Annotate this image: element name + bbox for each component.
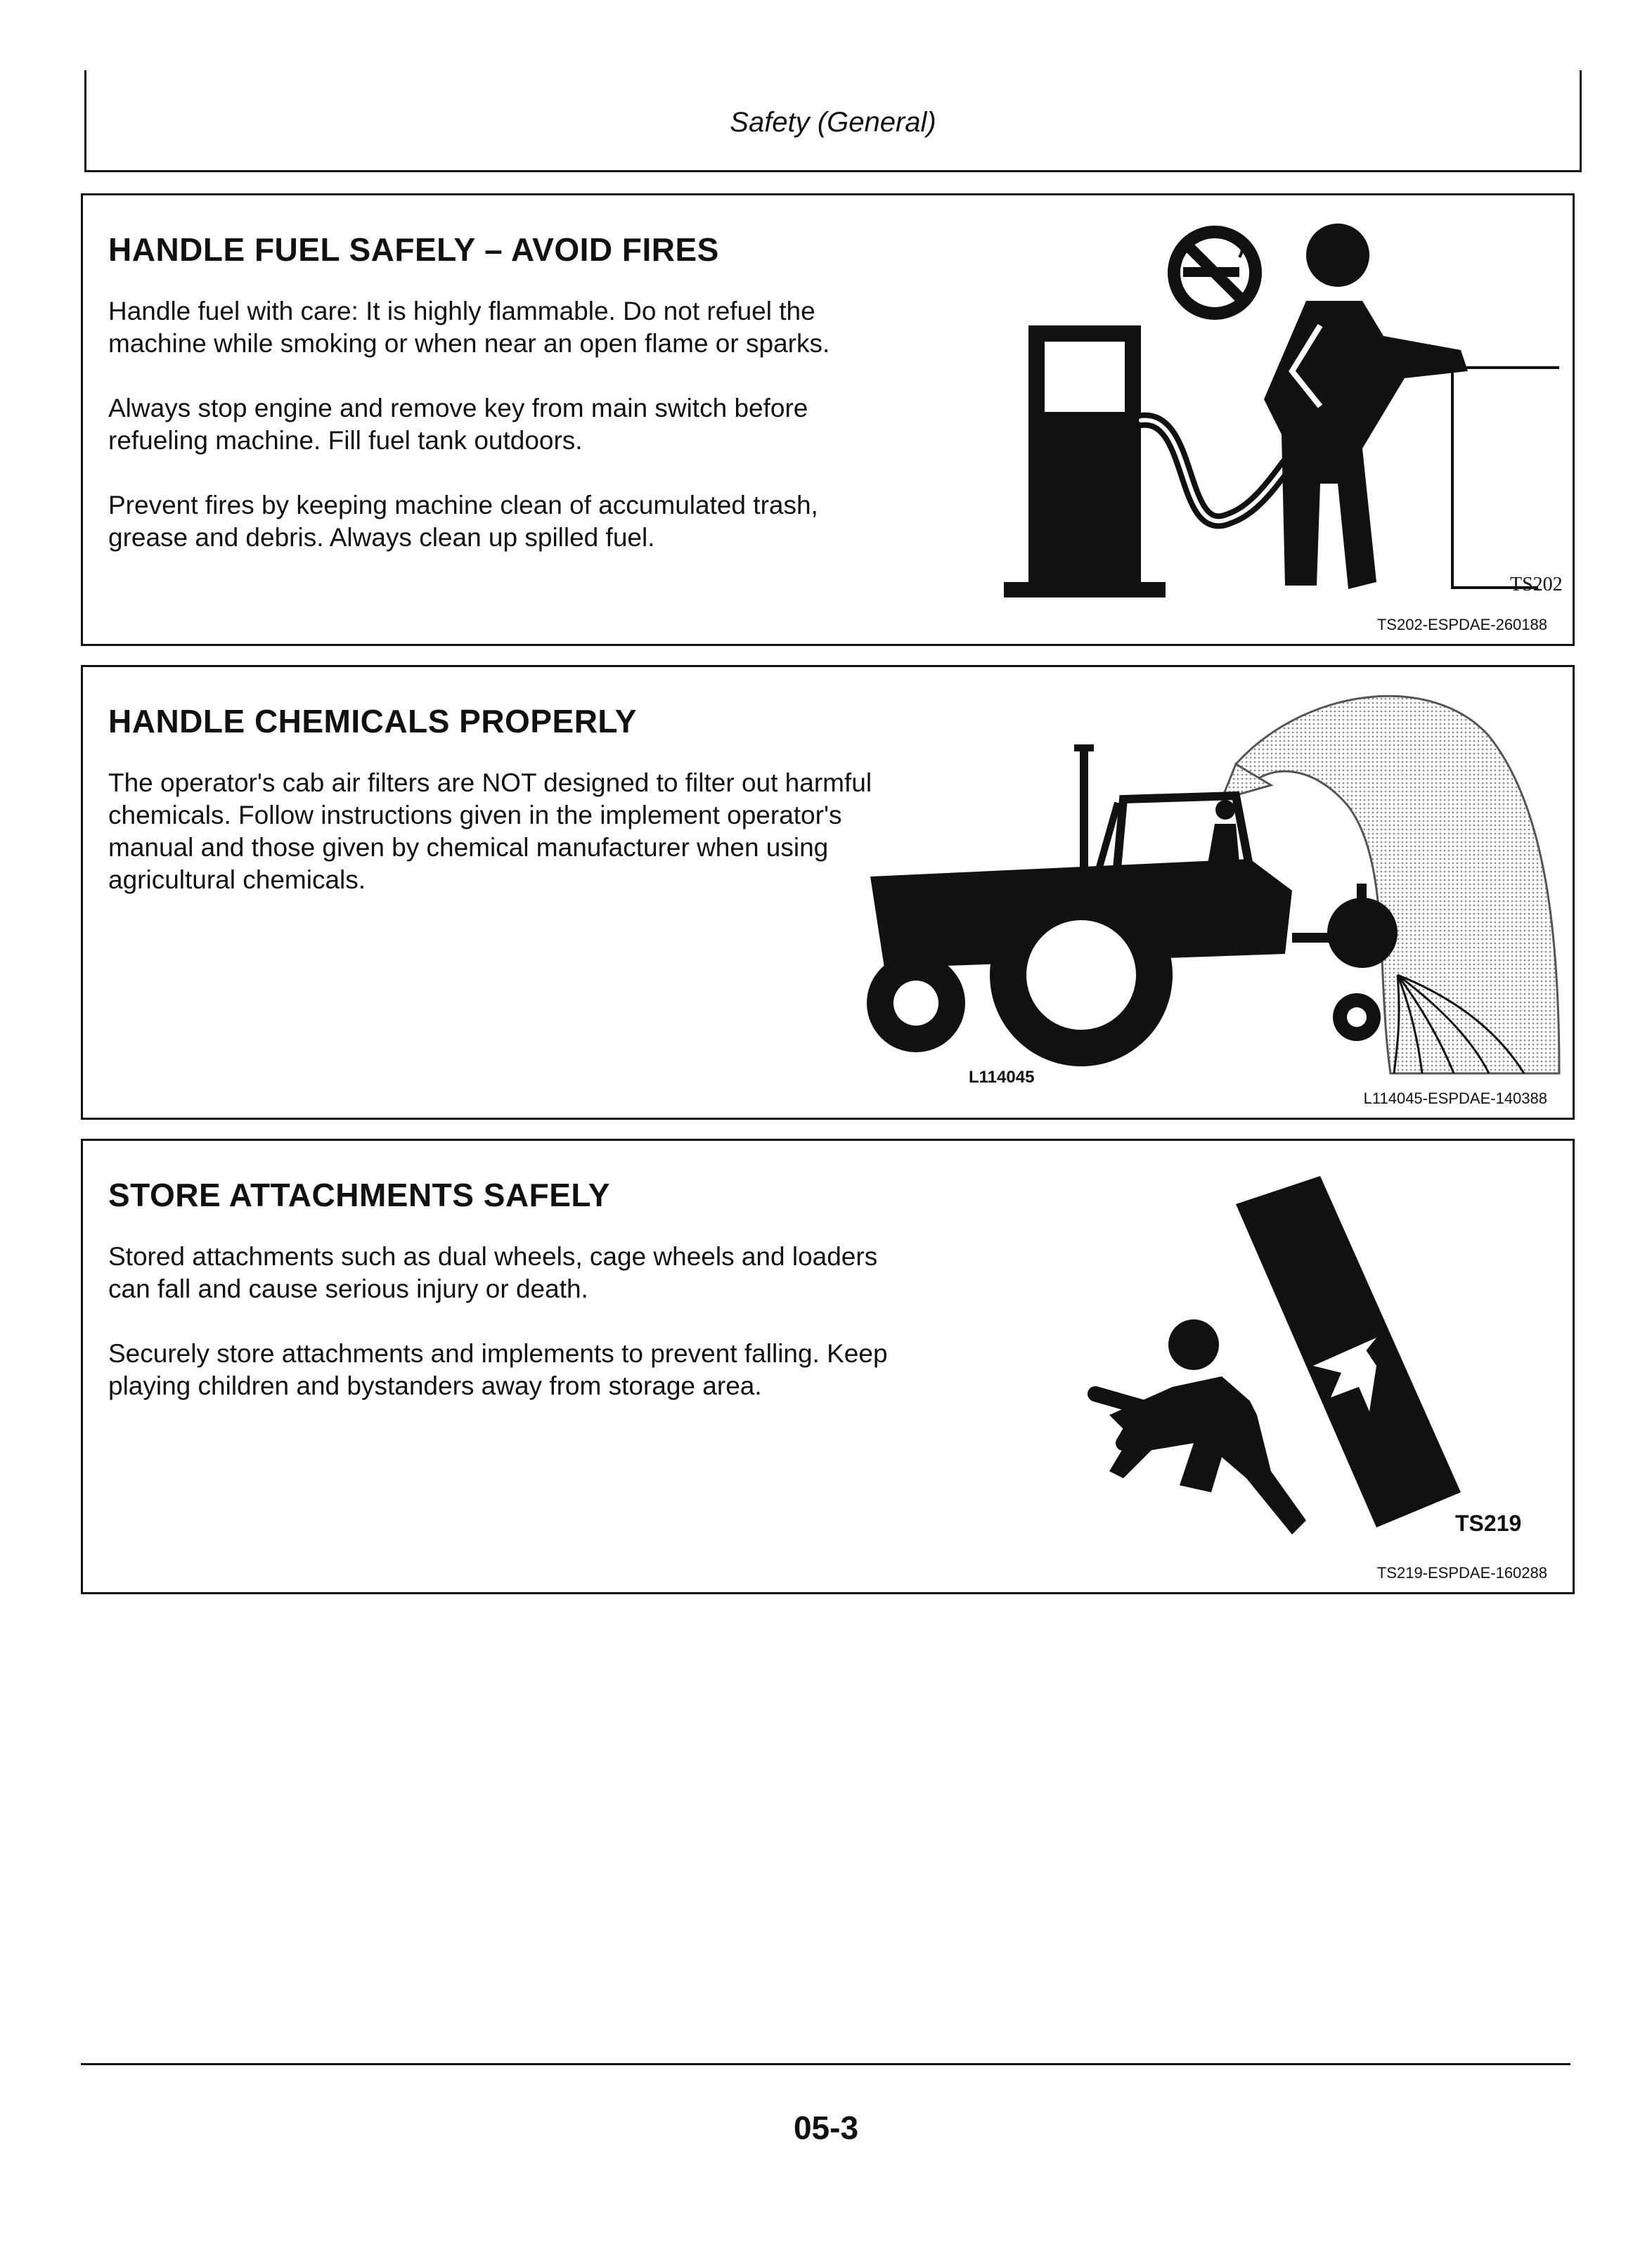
header-title: Safety (General) xyxy=(730,107,936,138)
section-handle-fuel xyxy=(81,193,1575,646)
figure-label: TS219 xyxy=(1455,1511,1522,1536)
reference-code: TS202-ESPDAE-260188 xyxy=(1376,616,1547,633)
section-handle-chemicals xyxy=(81,665,1575,1120)
tractor-sprayer-icon xyxy=(856,680,1566,1087)
footer-divider xyxy=(81,2063,1570,2065)
paragraph: Prevent fires by keeping machine clean of accumulated trash, grease and debris. Always clean up spilled fuel. xyxy=(108,491,818,552)
reference-code: TS219-ESPDAE-160288 xyxy=(1376,1564,1547,1582)
page-header xyxy=(84,70,1582,172)
paragraph: The operator's cab air filters are NOT designed to filter out harmful chemicals. Follow instructions given in the implement operator's manual and those given by chemical manufacturer when using agricultural chemicals. xyxy=(108,768,872,894)
paragraph: Stored attachments such as dual wheels, cage wheels and loaders can fall and cause serious injury or death. xyxy=(108,1242,878,1303)
section-title: HANDLE FUEL SAFELY – AVOID FIRES xyxy=(108,231,719,268)
paragraph: Handle fuel with care: It is highly flammable. Do not refuel the machine while smoking or when near an open flame or sparks. xyxy=(108,297,830,358)
figure-label: L114045 xyxy=(969,1068,1035,1087)
figure-label: TS202 xyxy=(1510,574,1563,595)
reference-code: L114045-ESPDAE-140388 xyxy=(1363,1090,1547,1107)
page-number: 05-3 xyxy=(793,2109,859,2146)
section-store-attachments xyxy=(81,1139,1575,1594)
falling-attachment-icon xyxy=(1011,1162,1522,1556)
paragraph: Always stop engine and remove key from main switch before refueling machine. Fill fuel tank outdoors. xyxy=(108,394,808,455)
section-body xyxy=(108,767,896,929)
section-title: HANDLE CHEMICALS PROPERLY xyxy=(108,703,637,739)
paragraph: Securely store attachments and implements to prevent falling. Keep playing children and bystanders away from storage area. xyxy=(108,1339,888,1400)
section-body xyxy=(108,295,896,586)
fuel-pump-no-smoking-icon xyxy=(927,202,1563,610)
section-title: STORE ATTACHMENTS SAFELY xyxy=(108,1177,610,1213)
section-body xyxy=(108,1241,896,1435)
